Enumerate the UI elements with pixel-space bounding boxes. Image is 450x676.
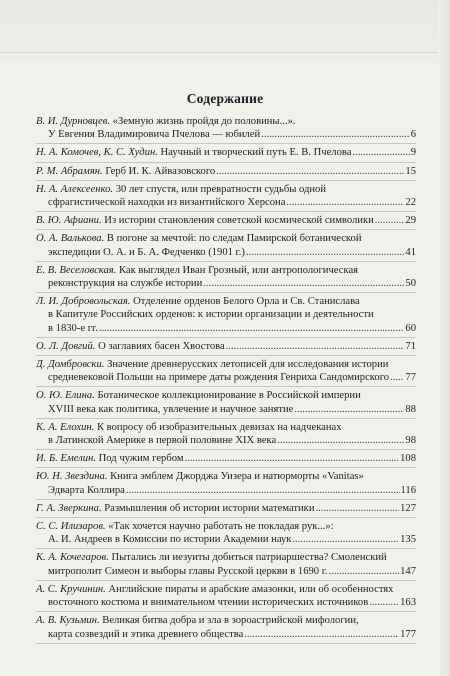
toc-page-number: 22 [405, 197, 416, 209]
toc-entry-line [36, 295, 416, 308]
toc-entry[interactable] [36, 230, 416, 261]
toc-entry-line [36, 358, 416, 371]
toc-leader-dots [294, 403, 404, 416]
toc-leader-dots [261, 128, 410, 141]
toc-entry-author: О. Ю. Елина. [36, 390, 95, 402]
toc-entry-line [36, 264, 416, 277]
toc-entry-title: Великая битва добра и зла в зороастрийской мифологии, [102, 615, 359, 627]
toc-entry-title: экспедиции О. А. и Б. А. Федченко (1901 г.) [48, 246, 245, 258]
toc-leader-dots [292, 533, 399, 546]
toc-leader-dots [99, 322, 405, 335]
toc-entry-text [36, 340, 225, 353]
toc-page-number: 6 [410, 129, 416, 141]
toc-entry-title: Размышления об истории истории математики [104, 502, 315, 514]
toc-entry-title: XVIII века как политика, увлечение и научное занятие [48, 403, 294, 415]
toc-leader-dots [185, 452, 400, 465]
toc-entry-text [36, 146, 351, 159]
toc-leader-dots [390, 371, 404, 384]
toc-page-number: 60 [405, 322, 416, 334]
toc-entry-author: Л. И. Добровольская. [36, 296, 131, 308]
toc-entry-last-line [36, 371, 416, 384]
toc-entry-title: К вопросу об изобразительных девизах на надчеканах [96, 421, 342, 433]
toc-entry-last-line [36, 196, 416, 209]
toc-entry-title: в Латинской Америке в первой половине XIX века [48, 435, 277, 447]
toc-leader-dots [244, 628, 399, 641]
toc-entry-title: восточного костюма и внимательном чтении исторических источников [48, 597, 369, 609]
toc-entry[interactable] [36, 450, 416, 468]
toc-entry[interactable] [36, 518, 416, 549]
toc-entry-title: реконструкция на службе истории [48, 278, 203, 290]
toc-entry[interactable] [36, 262, 416, 293]
toc-entry[interactable] [36, 163, 416, 181]
toc-entry[interactable] [36, 612, 416, 643]
toc-entry-author: Н. А. Комочев, К. С. Худин. [36, 147, 158, 159]
toc-entry[interactable] [36, 468, 416, 499]
toc-page-number: 41 [405, 246, 416, 258]
toc-entry-title: Под чужим гербом [98, 453, 184, 465]
toc-entry-author: Е. В. Веселовская. [36, 264, 117, 276]
toc-entry-text [36, 502, 315, 515]
toc-entry-last-line [36, 322, 416, 335]
toc-entry[interactable] [36, 387, 416, 418]
toc-entry[interactable] [36, 293, 416, 338]
toc-entry-title: Научный и творческий путь Е. В. Пчелова [160, 147, 352, 159]
toc-entry-author: С. С. Илизаров. [36, 521, 106, 533]
toc-entry-title: в 1830-е гг. [48, 322, 98, 334]
toc-entry[interactable] [36, 144, 416, 162]
toc-entry-author: А. С. Кручинин. [36, 583, 106, 595]
toc-leader-dots [352, 146, 409, 159]
toc-entry-title: А. И. Андреев в Комиссии по истории Академии наук [48, 534, 292, 546]
toc-page-number: 71 [405, 340, 416, 352]
toc-entry-last-line [36, 246, 416, 259]
toc-entry-line [36, 183, 416, 196]
toc-entry-title: У Евгения Владимировича Пчелова — юбилей [48, 129, 261, 141]
toc-entry-last-line [36, 214, 416, 227]
toc-entry[interactable] [36, 181, 416, 212]
previous-page-edge [0, 0, 450, 62]
toc-entry-title: Отделение орденов Белого Орла и Св. Станислава [133, 296, 360, 308]
toc-entry-title: карта созвездий и этика древнего общества [48, 628, 244, 640]
toc-entry[interactable] [36, 113, 416, 144]
toc-entry-line [36, 115, 416, 128]
toc-entry-author: А. В. Кузьмин. [36, 615, 100, 627]
toc-entry-title: Пытались ли иезуиты добиться патриаршества? Смоленский [111, 552, 387, 564]
toc-leader-dots [286, 196, 404, 209]
toc-entry-title: Английские пираты и арабские амазонки, или об особенностях [108, 583, 394, 595]
toc-entry[interactable] [36, 212, 416, 230]
toc-entry-last-line [36, 484, 416, 497]
page-title: Содержание [186, 91, 264, 106]
toc-entry-title: митрополит Симеон и выборы главы Русской церкви в 1690 г. [48, 565, 328, 577]
toc-entry-text [48, 434, 276, 447]
toc-page-number: 147 [400, 565, 416, 577]
toc-entry-last-line [36, 533, 416, 546]
toc-page-number: 29 [405, 215, 416, 227]
toc-entry-author: И. Б. Емелин. [36, 453, 96, 465]
toc-page-number: 163 [400, 597, 416, 609]
toc-entry-text [48, 628, 243, 641]
toc-entry-author: Н. А. Алексеенко. [36, 183, 114, 195]
toc-entry-text [48, 371, 389, 384]
toc-entry-author: К. А. Елохин. [36, 421, 95, 433]
toc-entry-last-line [36, 452, 416, 465]
toc-entry-last-line [36, 434, 416, 447]
toc-page-number: 15 [405, 165, 416, 177]
toc-entry-last-line [36, 403, 416, 416]
toc-entry-title: Ботаническое коллекционирование в Российской империи [97, 390, 361, 402]
toc-entry-line [36, 614, 416, 627]
toc-entry-text [48, 596, 368, 609]
toc-entry-text [48, 533, 291, 546]
toc-entry-author: В. И. Дурновцев. [36, 116, 110, 127]
toc-entry-last-line [36, 165, 416, 178]
toc-entry-title: Герб И. К. Айвазовского [105, 165, 216, 177]
toc-entry-line [36, 520, 416, 533]
toc-entry-last-line [36, 146, 416, 159]
toc-page-number: 108 [400, 453, 416, 465]
toc-page-number: 116 [400, 484, 416, 496]
toc-entry-text [48, 484, 125, 497]
toc-page-number: 77 [405, 372, 416, 384]
toc-entry-text [36, 165, 215, 178]
toc-leader-dots [226, 340, 405, 353]
toc-entry-title: Как выглядел Иван Грозный, или антропологическая [119, 264, 359, 276]
toc-entry[interactable] [36, 581, 416, 612]
toc-entry-text [36, 452, 184, 465]
toc-entry-last-line [36, 596, 416, 609]
toc-leader-dots [246, 246, 405, 259]
toc-leader-dots [126, 484, 400, 497]
toc-entry-author: О. Л. Довгий. [36, 340, 96, 352]
toc-entry-title: средневековой Польши на примере даты рождения Генриха Сандомирского [48, 372, 390, 384]
toc-entry-text [48, 403, 293, 416]
toc-leader-dots [375, 214, 405, 227]
toc-entry-text [48, 565, 328, 578]
toc-entry-author: Ю. Н. Звездина. [36, 471, 108, 483]
toc-entry-title: Книга эмблем Джорджа Уизера и натюрморты «Vanitas» [110, 471, 364, 483]
toc-entry-title: Значение древнерусских летописей для исследования истории [107, 359, 389, 371]
toc-page-number: 177 [400, 628, 416, 640]
toc-entry-text [48, 246, 245, 259]
toc-entry-title: сфрагистической находки из византийского Херсона [48, 197, 286, 209]
toc-entry-title: Из истории становления советской космической символики [104, 215, 374, 227]
toc-leader-dots [316, 502, 400, 515]
table-of-contents [36, 113, 416, 644]
toc-entry-line [36, 308, 416, 321]
toc-entry[interactable] [36, 500, 416, 518]
toc-entry-last-line [36, 277, 416, 290]
toc-entry-title: В погоне за мечтой: по следам Памирской ботанической [106, 233, 362, 245]
toc-entry[interactable] [36, 338, 416, 356]
toc-leader-dots [277, 434, 404, 447]
toc-entry-title: 30 лет спустя, или превратности судьбы одной [115, 183, 327, 195]
toc-page-number: 98 [405, 435, 416, 447]
toc-entry-text [36, 214, 374, 227]
toc-entry-text [48, 196, 285, 209]
toc-entry-text [48, 322, 98, 335]
toc-entry-last-line [36, 565, 416, 578]
toc-entry[interactable] [36, 356, 416, 387]
toc-entry-line [36, 470, 416, 483]
toc-entry-title: в Капитуле Российских орденов: к истории организации и деятельности [48, 309, 374, 321]
toc-entry-line [36, 232, 416, 245]
toc-leader-dots [216, 165, 404, 178]
toc-page-number: 127 [400, 502, 416, 514]
toc-entry-author: К. А. Кочегаров. [36, 552, 109, 564]
toc-entry-text [48, 277, 202, 290]
toc-entry-author: В. Ю. Афиани. [36, 215, 102, 227]
toc-entry[interactable] [36, 419, 416, 450]
toc-entry[interactable] [36, 549, 416, 580]
toc-entry-author: Д. Домбровски. [36, 359, 105, 371]
toc-entry-last-line [36, 502, 416, 515]
toc-entry-line [36, 551, 416, 564]
toc-entry-line [36, 389, 416, 402]
toc-entry-author: О. А. Валькова. [36, 233, 105, 245]
toc-page-number: 50 [405, 278, 416, 290]
toc-leader-dots [203, 277, 404, 290]
toc-entry-last-line [36, 128, 416, 141]
toc-entry-author: Р. М. Абрамян. [36, 165, 103, 177]
toc-entry-title: О заглавиях басен Хвостова [98, 340, 225, 352]
toc-page-number: 135 [400, 534, 416, 546]
toc-entry-last-line [36, 628, 416, 641]
toc-leader-dots [369, 596, 399, 609]
toc-page-number: 9 [410, 147, 416, 159]
toc-entry-text [48, 128, 260, 141]
toc-entry-title: «Земную жизнь пройдя до половины...». [112, 116, 296, 127]
toc-leader-dots [329, 565, 400, 578]
toc-entry-last-line [36, 340, 416, 353]
toc-entry-line [36, 583, 416, 596]
toc-page-number: 88 [405, 403, 416, 415]
toc-entry-author: Г. А. Зверкина. [36, 502, 102, 514]
toc-entry-title: Эдварта Коллира [48, 484, 125, 496]
toc-entry-line [36, 421, 416, 434]
toc-entry-title: «Так хочется научно работать не покладая рук...»: [108, 521, 334, 533]
